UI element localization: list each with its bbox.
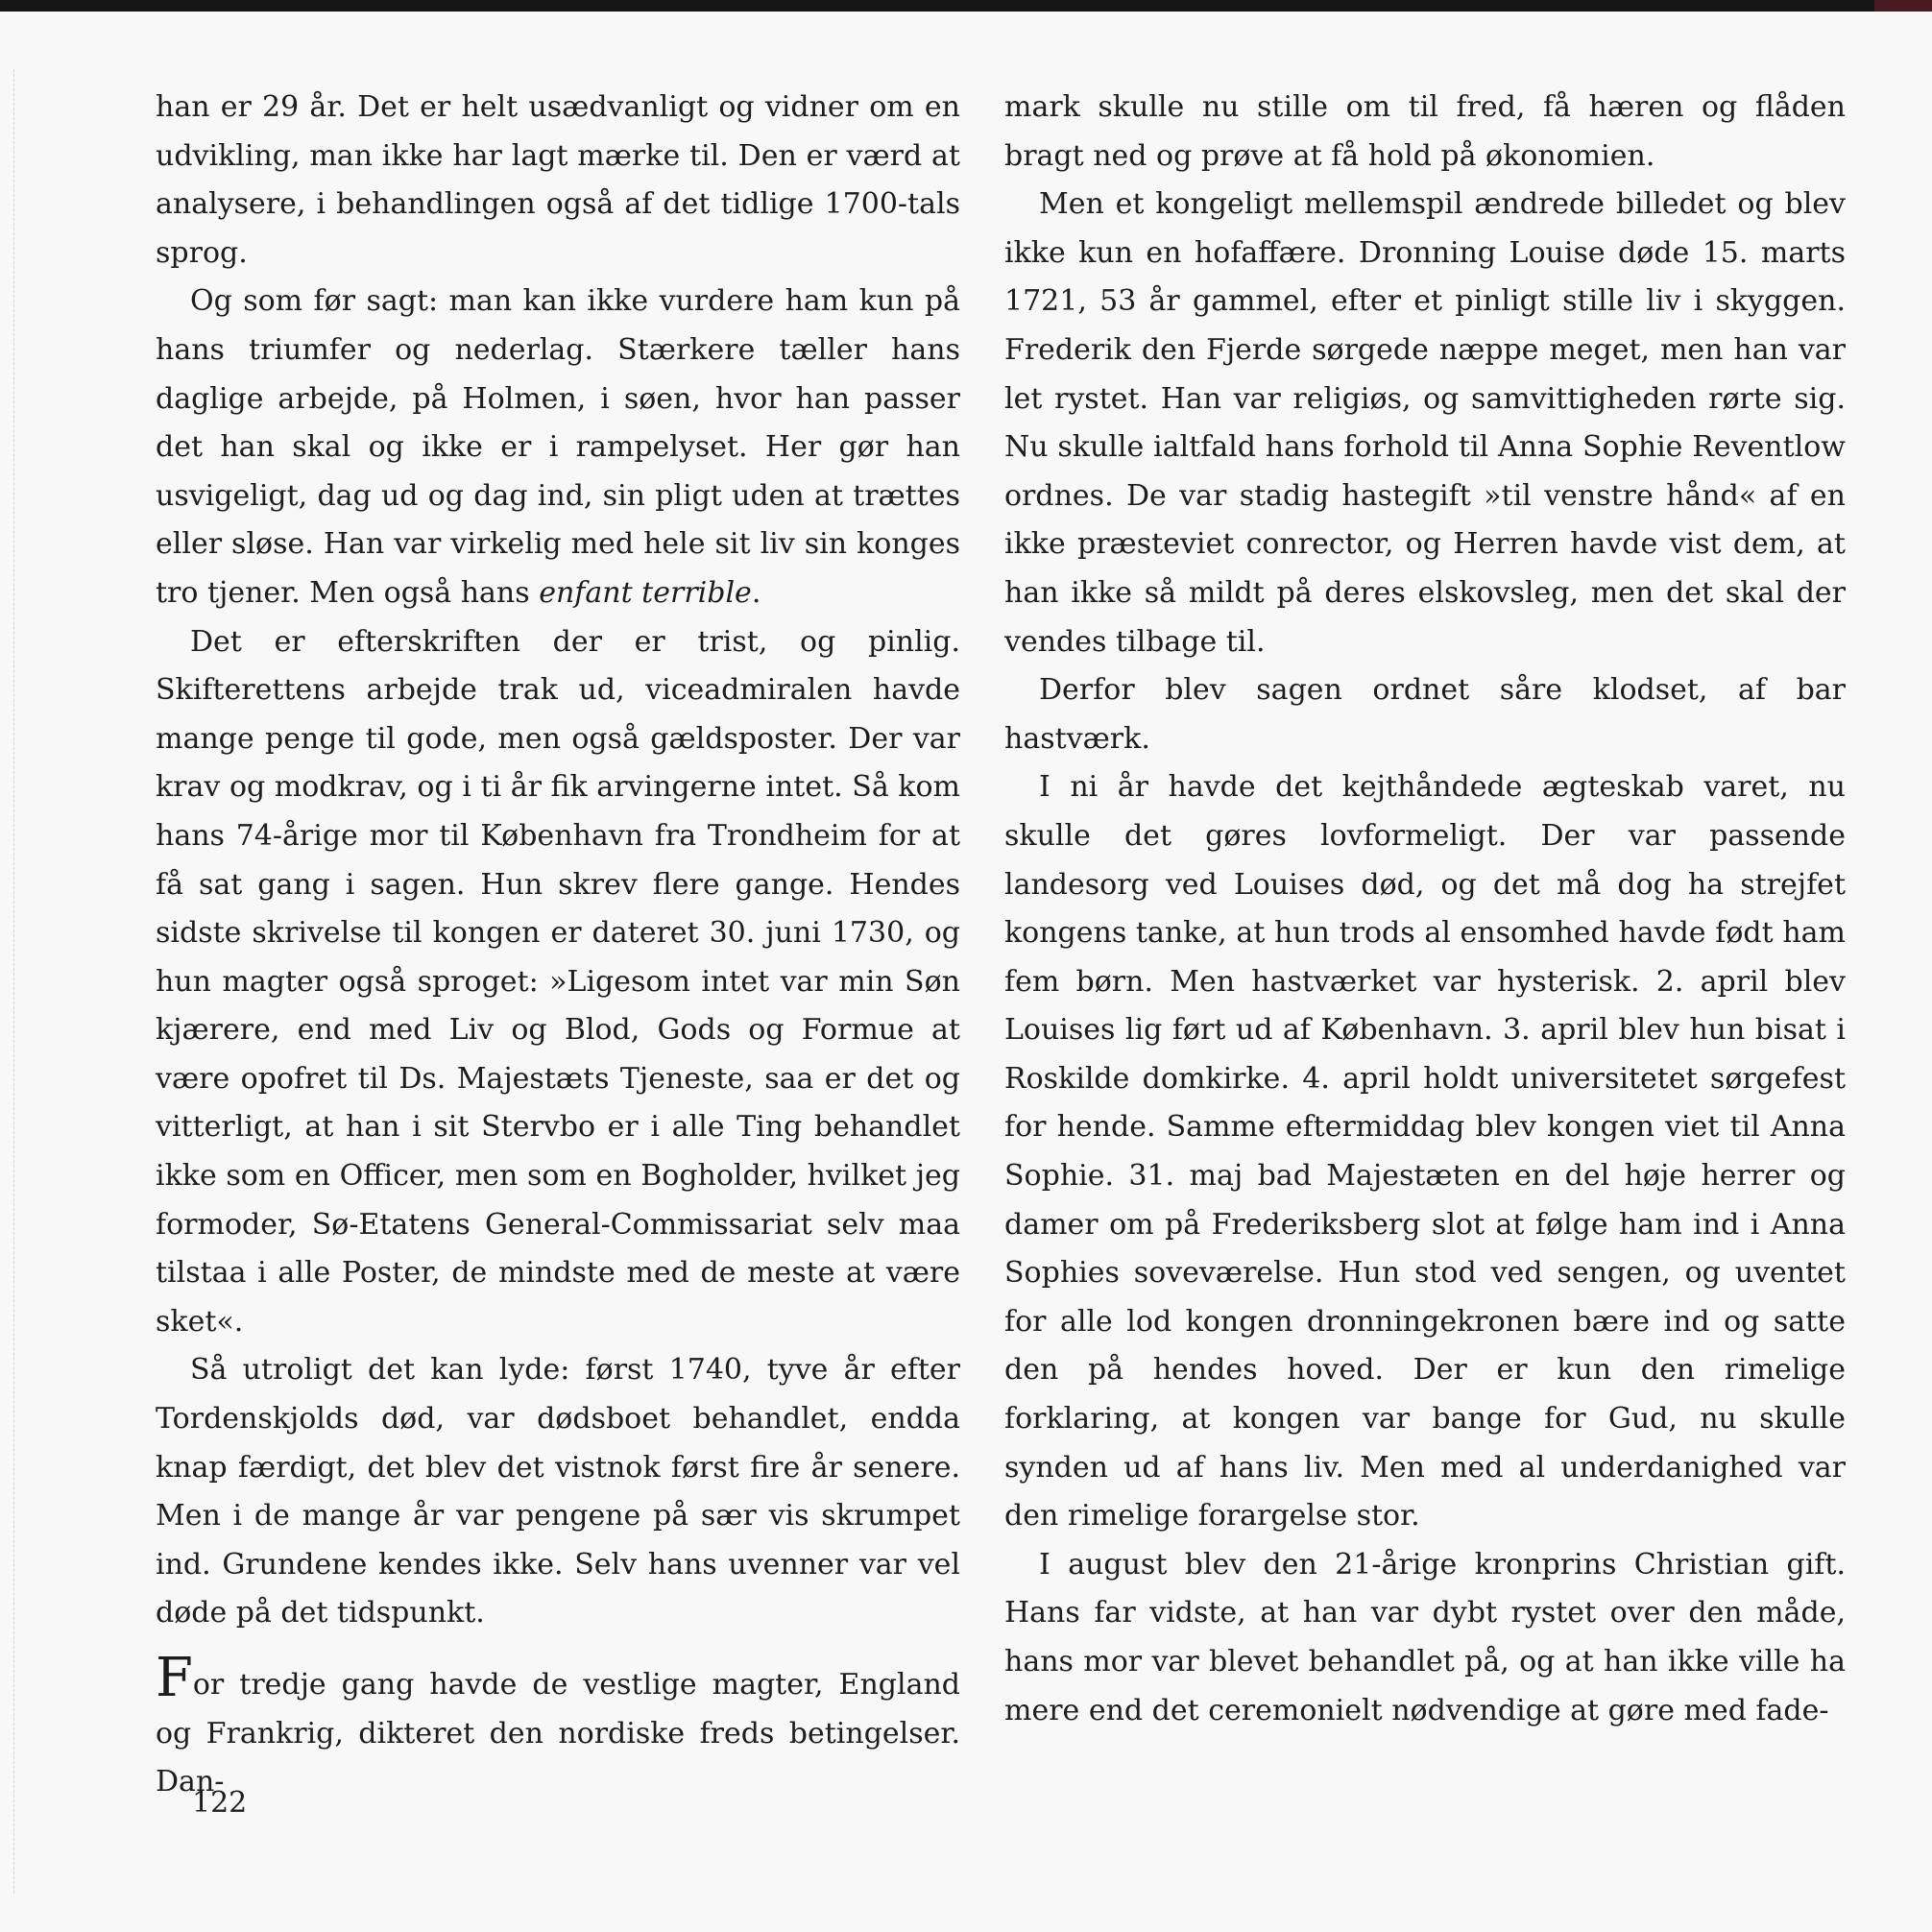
paragraph: Derfor blev sagen ordnet såre klodset, af bar hastværk. [1004, 673, 1846, 756]
right-text-column [1004, 84, 1846, 1735]
paragraph-text: or tredje gang havde de vestlige magter, England og Frankrig, dikteret den nordiske freds betingelser. Dan- [156, 1668, 960, 1799]
binding-gutter [0, 69, 14, 1894]
top-edge-bar [0, 0, 1932, 12]
initial-letter: F [156, 1647, 193, 1709]
paragraph: mark skulle nu stille om til fred, få hæren og flåden bragt ned og prøve at få hold på økonomien. [1004, 90, 1846, 173]
left-text-column [156, 84, 960, 1807]
paragraph-text: Og som før sagt: man kan ikke vurdere ham kun på hans triumfer og nederlag. Stærkere tæller hans daglige arbejde, på Holmen, i søen, hvor han passer det han skal og ikke er i rampelyset. Her gør han usvigeligt, dag ud og dag ind, sin pligt uden at trættes eller sløse. Han var virkelig med hele sit liv sin konges tro tjener. Men også hans [156, 284, 960, 610]
paragraph-with-initial [156, 1647, 960, 1807]
italic-phrase: enfant terrible [539, 575, 752, 610]
paragraph: han er 29 år. Det er helt usædvanligt og vidner om en udvikling, man ikke har lagt mærke til. Den er værd at analysere, i behandlingen også af det tidlige 1700-tals sprog. [156, 90, 960, 270]
paragraph [156, 278, 960, 617]
paragraph: Det er efterskriften der er trist, og pinlig. Skifterettens arbejde trak ud, viceadmiralen havde mange penge til gode, men også gældsposter. Der var krav og modkrav, og i ti år fik arvingerne intet. Så kom hans 74-årige mor til København fra Trondheim for at få sat gang i sagen. Hun skrev flere gange. Hendes sidste skrivelse til kongen er dateret 30. juni 1730, og hun magter også sproget: »Ligesom intet var min Søn kjærere, end med Liv og Blod, Gods og Formue at være opofret til Ds. Majestæts Tjeneste, saa er det og vitterligt, at han i sit Stervbo er i alle Ting behandlet ikke som en Officer, men som en Bogholder, hvilket jeg formoder, Sø-Etatens General-Commissariat selv maa tilstaa i alle Poster, de mindste med de meste at være sket«. [156, 624, 960, 1339]
paragraph: I august blev den 21-årige kronprins Christian gift. Hans far vidste, at han var dybt rystet over den måde, hans mor var blevet behandlet på, og at han ikke ville ha mere end det ceremonielt nødvendige at gøre med fade- [1004, 1547, 1846, 1727]
page-number: 122 [192, 1786, 248, 1820]
paragraph-end: . [751, 575, 761, 610]
paragraph: I ni år havde det kejthåndede ægteskab varet, nu skulle det gøres lovformeligt. Der var passende landesorg ved Louises død, og det må dog ha strejfet kongens tanke, at hun trods al ensomhed havde født ham fem børn. Men hastværket var hysterisk. 2. april blev Louises lig ført ud af København. 3. april blev hun bisat i Roskilde domkirke. 4. april holdt universitetet sørgefest for hende. Samme eftermiddag blev kongen viet til Anna Sophie. 31. maj bad Majestæten en del høje herrer og damer om på Frederiksberg slot at følge ham ind i Anna Sophies soveværelse. Hun stod ved sengen, og uventet for alle lod kongen dronningekronen bære ind og satte den på hendes hoved. Der er kun den rimelige forklaring, at kongen var bange for Gud, nu skulle synden ud af hans liv. Men med al underdanighed var den rimelige forargelse stor. [1004, 770, 1846, 1534]
top-edge-accent [1874, 0, 1932, 12]
paragraph: Så utroligt det kan lyde: først 1740, tyve år efter Tordenskjolds død, var dødsboet behandlet, endda knap færdigt, det blev det vistnok først fire år senere. Men i de mange år var pengene på sær vis skrumpet ind. Grundene kendes ikke. Selv hans uvenner var vel døde på det tidspunkt. [156, 1353, 960, 1630]
paragraph: Men et kongeligt mellemspil ændrede billedet og blev ikke kun en hofaffære. Dronning Louise døde 15. marts 1721, 53 år gammel, efter et pinligt stille liv i skyggen. Frederik den Fjerde sørgede næppe meget, men han var let rystet. Han var religiøs, og samvittigheden rørte sig. Nu skulle ialtfald hans forhold til Anna Sophie Reventlow ordnes. De var stadig hastegift »til venstre hånd« af en ikke præsteviet conrector, og Herren havde vist dem, at han ikke så mildt på deres elskovsleg, men det skal der vendes tilbage til. [1004, 187, 1846, 659]
